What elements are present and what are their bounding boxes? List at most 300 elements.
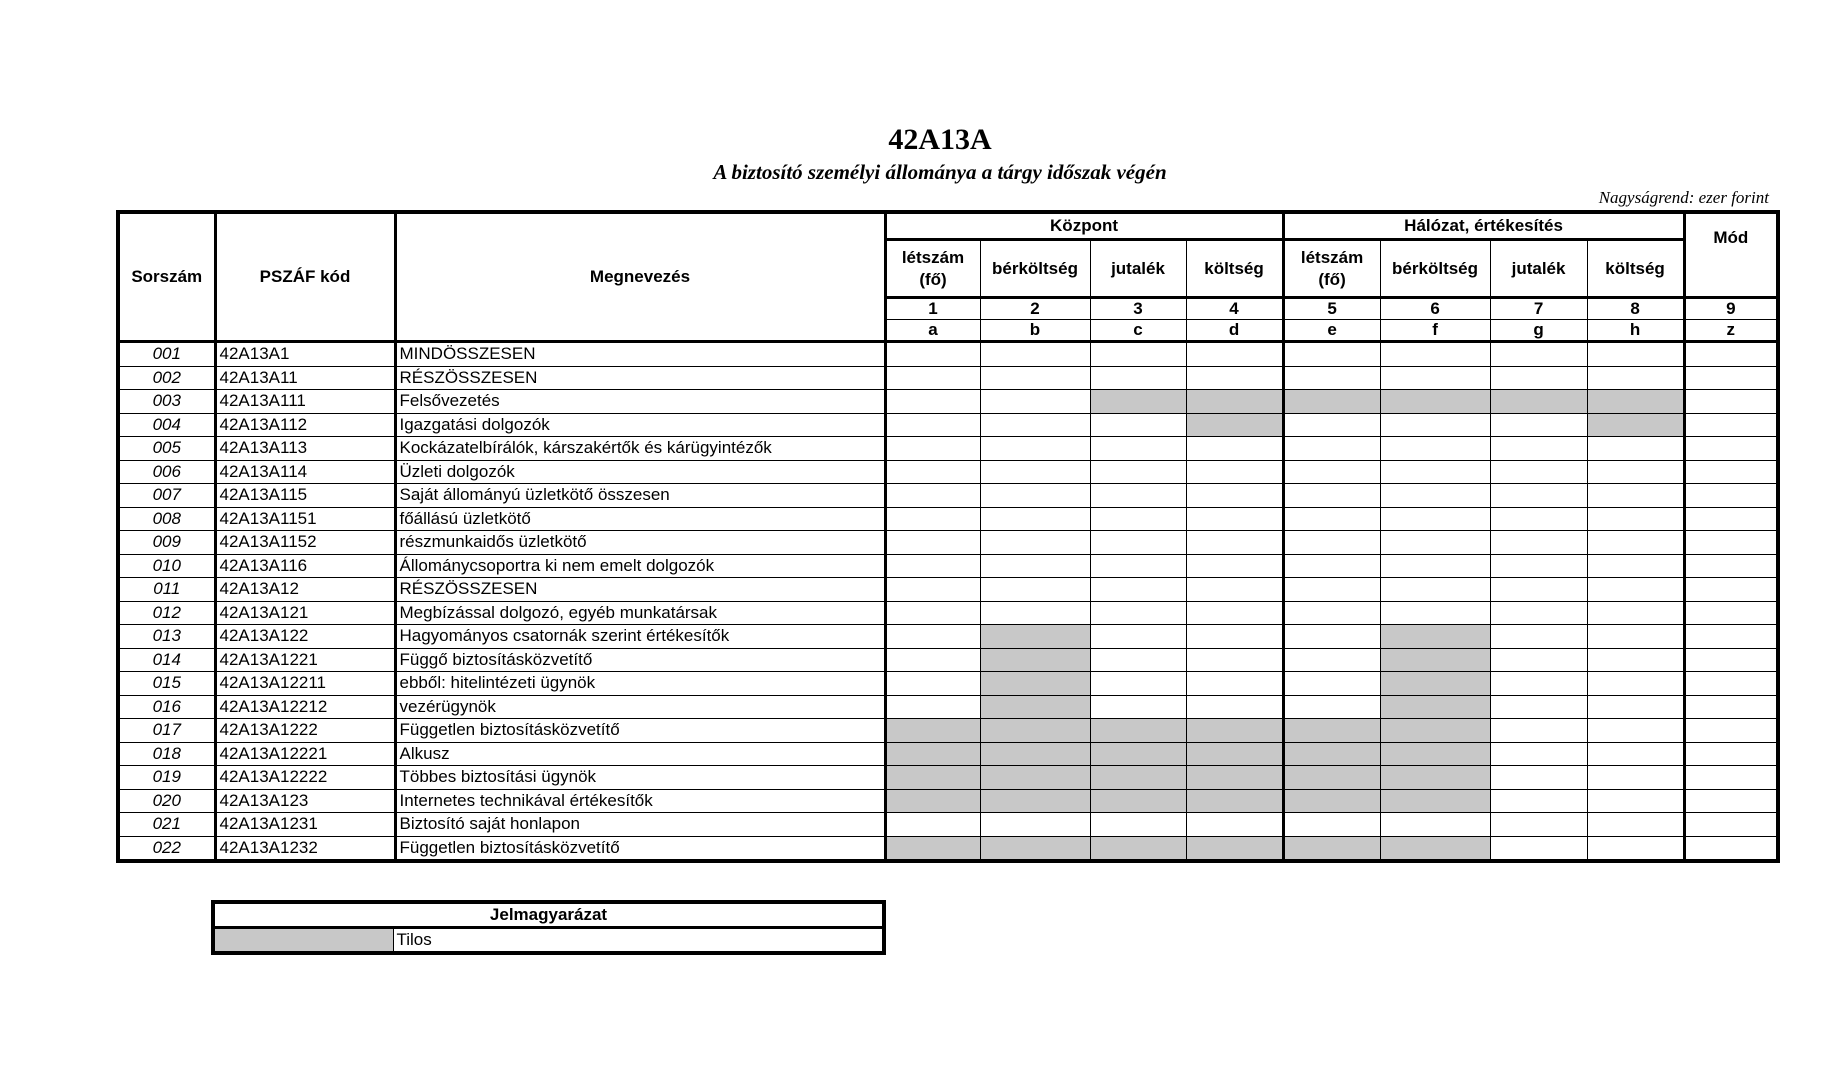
data-cell-col-8[interactable] (1587, 836, 1684, 861)
row-sorszam: 001 (118, 342, 215, 367)
data-cell-col-5[interactable] (1283, 342, 1380, 367)
header-kozpont-koltseg: költség (1186, 240, 1283, 298)
data-cell-col-1[interactable] (885, 766, 980, 790)
data-cell-col-2[interactable] (980, 742, 1090, 766)
data-cell-col-9[interactable] (1684, 413, 1778, 437)
data-cell-col-5[interactable] (1283, 413, 1380, 437)
legend-tilos-label: Tilos (393, 928, 884, 954)
data-cell-col-7[interactable] (1490, 531, 1587, 555)
row-megnevezes: Üzleti dolgozók (395, 460, 885, 484)
data-cell-col-4[interactable] (1186, 766, 1283, 790)
data-cell-col-7[interactable] (1490, 695, 1587, 719)
data-cell-col-6[interactable] (1380, 648, 1490, 672)
data-cell-col-1[interactable] (885, 554, 980, 578)
row-megnevezes: főállású üzletkötő (395, 507, 885, 531)
data-cell-col-6[interactable] (1380, 413, 1490, 437)
row-pszaf-kod: 42A13A1222 (215, 719, 395, 743)
data-cell-col-2[interactable] (980, 390, 1090, 414)
data-cell-col-8[interactable] (1587, 625, 1684, 649)
data-cell-col-8[interactable] (1587, 366, 1684, 390)
data-cell-col-5[interactable] (1283, 742, 1380, 766)
data-cell-col-5[interactable] (1283, 531, 1380, 555)
data-cell-col-7[interactable] (1490, 578, 1587, 602)
data-cell-col-2[interactable] (980, 601, 1090, 625)
data-cell-col-1[interactable] (885, 413, 980, 437)
data-cell-col-6[interactable] (1380, 484, 1490, 508)
data-cell-col-9[interactable] (1684, 554, 1778, 578)
header-halozat-koltseg: költség (1587, 240, 1684, 298)
data-cell-col-5[interactable] (1283, 460, 1380, 484)
data-cell-col-7[interactable] (1490, 836, 1587, 861)
form-subtitle: A biztosító személyi állománya a tárgy időszak végén (713, 160, 1167, 184)
personnel-table (116, 210, 1780, 863)
data-cell-col-2[interactable] (980, 366, 1090, 390)
data-cell-col-5[interactable] (1283, 578, 1380, 602)
col-letter-5: e (1283, 320, 1380, 342)
data-cell-col-6[interactable] (1380, 342, 1490, 367)
data-cell-col-4[interactable] (1186, 507, 1283, 531)
col-letter-8: h (1587, 320, 1684, 342)
table-row (118, 484, 1778, 508)
table-row (118, 766, 1778, 790)
data-cell-col-4[interactable] (1186, 460, 1283, 484)
row-megnevezes: Független biztosításközvetítő (395, 719, 885, 743)
data-cell-col-2[interactable] (980, 460, 1090, 484)
col-letter-7: g (1490, 320, 1587, 342)
row-megnevezes: Megbízással dolgozó, egyéb munkatársak (395, 601, 885, 625)
table-row (118, 789, 1778, 813)
data-cell-col-1[interactable] (885, 672, 980, 696)
data-cell-col-3[interactable] (1090, 578, 1186, 602)
data-cell-col-4[interactable] (1186, 413, 1283, 437)
data-cell-col-4[interactable] (1186, 578, 1283, 602)
data-cell-col-3[interactable] (1090, 484, 1186, 508)
table-row (118, 601, 1778, 625)
data-cell-col-7[interactable] (1490, 413, 1587, 437)
data-cell-col-5[interactable] (1283, 507, 1380, 531)
col-letter-6: f (1380, 320, 1490, 342)
row-megnevezes: Hagyományos csatornák szerint értékesítők (395, 625, 885, 649)
data-cell-col-4[interactable] (1186, 813, 1283, 837)
row-sorszam: 004 (118, 413, 215, 437)
data-cell-col-9[interactable] (1684, 789, 1778, 813)
data-cell-col-2[interactable] (980, 342, 1090, 367)
data-cell-col-1[interactable] (885, 836, 980, 861)
data-cell-col-5[interactable] (1283, 366, 1380, 390)
data-cell-col-1[interactable] (885, 789, 980, 813)
row-sorszam: 002 (118, 366, 215, 390)
row-sorszam: 019 (118, 766, 215, 790)
legend-title: Jelmagyarázat (213, 902, 884, 928)
row-pszaf-kod: 42A13A111 (215, 390, 395, 414)
data-cell-col-1[interactable] (885, 366, 980, 390)
data-cell-col-9[interactable] (1684, 742, 1778, 766)
table-row (118, 672, 1778, 696)
data-cell-col-3[interactable] (1090, 695, 1186, 719)
data-cell-col-7[interactable] (1490, 766, 1587, 790)
row-sorszam: 006 (118, 460, 215, 484)
data-cell-col-9[interactable] (1684, 531, 1778, 555)
row-megnevezes: Igazgatási dolgozók (395, 413, 885, 437)
data-cell-col-3[interactable] (1090, 648, 1186, 672)
row-megnevezes: RÉSZÖSSZESEN (395, 578, 885, 602)
data-cell-col-9[interactable] (1684, 342, 1778, 367)
data-cell-col-8[interactable] (1587, 460, 1684, 484)
data-cell-col-1[interactable] (885, 742, 980, 766)
data-cell-col-8[interactable] (1587, 413, 1684, 437)
data-cell-col-9[interactable] (1684, 484, 1778, 508)
data-cell-col-5[interactable] (1283, 766, 1380, 790)
data-cell-col-1[interactable] (885, 625, 980, 649)
data-cell-col-5[interactable] (1283, 648, 1380, 672)
data-cell-col-7[interactable] (1490, 672, 1587, 696)
data-cell-col-5[interactable] (1283, 625, 1380, 649)
row-megnevezes: ebből: hitelintézeti ügynök (395, 672, 885, 696)
data-cell-col-4[interactable] (1186, 342, 1283, 367)
col-number-7: 7 (1490, 298, 1587, 320)
row-pszaf-kod: 42A13A1152 (215, 531, 395, 555)
data-cell-col-6[interactable] (1380, 766, 1490, 790)
data-cell-col-5[interactable] (1283, 554, 1380, 578)
row-megnevezes: Állománycsoportra ki nem emelt dolgozók (395, 554, 885, 578)
data-cell-col-3[interactable] (1090, 342, 1186, 367)
data-cell-col-4[interactable] (1186, 366, 1283, 390)
row-pszaf-kod: 42A13A1231 (215, 813, 395, 837)
legend-grey-swatch (213, 928, 393, 954)
row-pszaf-kod: 42A13A1221 (215, 648, 395, 672)
row-pszaf-kod: 42A13A121 (215, 601, 395, 625)
row-sorszam: 007 (118, 484, 215, 508)
data-cell-col-1[interactable] (885, 578, 980, 602)
data-cell-col-6[interactable] (1380, 531, 1490, 555)
row-megnevezes: Kockázatelbírálók, kárszakértők és kárügyintézők (395, 437, 885, 461)
data-cell-col-2[interactable] (980, 484, 1090, 508)
data-cell-col-9[interactable] (1684, 813, 1778, 837)
data-cell-col-2[interactable] (980, 836, 1090, 861)
data-cell-col-7[interactable] (1490, 813, 1587, 837)
data-cell-col-9[interactable] (1684, 648, 1778, 672)
data-cell-col-6[interactable] (1380, 672, 1490, 696)
data-cell-col-6[interactable] (1380, 813, 1490, 837)
data-cell-col-8[interactable] (1587, 437, 1684, 461)
data-cell-col-3[interactable] (1090, 766, 1186, 790)
data-cell-col-2[interactable] (980, 554, 1090, 578)
header-kozpont-jutalek: jutalék (1090, 240, 1186, 298)
table-row (118, 813, 1778, 837)
data-cell-col-4[interactable] (1186, 390, 1283, 414)
data-cell-col-4[interactable] (1186, 672, 1283, 696)
data-cell-col-2[interactable] (980, 766, 1090, 790)
data-cell-col-4[interactable] (1186, 625, 1283, 649)
table-row (118, 531, 1778, 555)
row-pszaf-kod: 42A13A122 (215, 625, 395, 649)
col-letter-2: b (980, 320, 1090, 342)
data-cell-col-6[interactable] (1380, 578, 1490, 602)
row-megnevezes: Internetes technikával értékesítők (395, 789, 885, 813)
header-pszaf-kod: PSZÁF kód (215, 212, 395, 342)
data-cell-col-1[interactable] (885, 460, 980, 484)
data-cell-col-8[interactable] (1587, 531, 1684, 555)
data-cell-col-5[interactable] (1283, 813, 1380, 837)
data-cell-col-6[interactable] (1380, 460, 1490, 484)
table-row (118, 719, 1778, 743)
data-cell-col-6[interactable] (1380, 507, 1490, 531)
row-sorszam: 015 (118, 672, 215, 696)
data-cell-col-6[interactable] (1380, 719, 1490, 743)
data-cell-col-4[interactable] (1186, 695, 1283, 719)
row-pszaf-kod: 42A13A11 (215, 366, 395, 390)
data-cell-col-7[interactable] (1490, 789, 1587, 813)
data-cell-col-5[interactable] (1283, 601, 1380, 625)
data-cell-col-1[interactable] (885, 695, 980, 719)
col-number-9: 9 (1684, 298, 1778, 320)
data-cell-col-6[interactable] (1380, 601, 1490, 625)
header-halozat-berkoltseg: bérköltség (1380, 240, 1490, 298)
col-number-1: 1 (885, 298, 980, 320)
data-cell-col-3[interactable] (1090, 672, 1186, 696)
data-cell-col-3[interactable] (1090, 507, 1186, 531)
data-cell-col-6[interactable] (1380, 390, 1490, 414)
data-cell-col-8[interactable] (1587, 695, 1684, 719)
data-cell-col-4[interactable] (1186, 531, 1283, 555)
header-halozat-letszam: létszám (fő) (1283, 240, 1380, 298)
data-cell-col-7[interactable] (1490, 507, 1587, 531)
data-cell-col-8[interactable] (1587, 601, 1684, 625)
data-cell-col-1[interactable] (885, 813, 980, 837)
data-cell-col-6[interactable] (1380, 836, 1490, 861)
data-cell-col-2[interactable] (980, 695, 1090, 719)
data-cell-col-8[interactable] (1587, 342, 1684, 367)
data-cell-col-8[interactable] (1587, 742, 1684, 766)
data-cell-col-2[interactable] (980, 507, 1090, 531)
data-cell-col-8[interactable] (1587, 766, 1684, 790)
data-cell-col-8[interactable] (1587, 554, 1684, 578)
data-cell-col-3[interactable] (1090, 413, 1186, 437)
data-cell-col-9[interactable] (1684, 460, 1778, 484)
data-cell-col-7[interactable] (1490, 601, 1587, 625)
row-sorszam: 005 (118, 437, 215, 461)
col-number-8: 8 (1587, 298, 1684, 320)
data-cell-col-8[interactable] (1587, 813, 1684, 837)
data-cell-col-3[interactable] (1090, 742, 1186, 766)
row-megnevezes: Saját állományú üzletkötő összesen (395, 484, 885, 508)
row-sorszam: 010 (118, 554, 215, 578)
data-cell-col-5[interactable] (1283, 437, 1380, 461)
data-cell-col-7[interactable] (1490, 742, 1587, 766)
row-megnevezes: Független biztosításközvetítő (395, 836, 885, 861)
data-cell-col-5[interactable] (1283, 789, 1380, 813)
data-cell-col-8[interactable] (1587, 789, 1684, 813)
data-cell-col-4[interactable] (1186, 648, 1283, 672)
row-megnevezes: Alkusz (395, 742, 885, 766)
row-megnevezes: Többes biztosítási ügynök (395, 766, 885, 790)
header-mod: Mód (1684, 212, 1778, 298)
header-kozpont-berkoltseg: bérköltség (980, 240, 1090, 298)
row-pszaf-kod: 42A13A115 (215, 484, 395, 508)
data-cell-col-7[interactable] (1490, 437, 1587, 461)
data-cell-col-2[interactable] (980, 813, 1090, 837)
data-cell-col-9[interactable] (1684, 601, 1778, 625)
data-cell-col-4[interactable] (1186, 836, 1283, 861)
row-pszaf-kod: 42A13A12211 (215, 672, 395, 696)
data-cell-col-2[interactable] (980, 719, 1090, 743)
data-cell-col-6[interactable] (1380, 554, 1490, 578)
table-row (118, 578, 1778, 602)
header-kozpont: Központ (885, 212, 1283, 240)
data-cell-col-3[interactable] (1090, 813, 1186, 837)
data-cell-col-3[interactable] (1090, 554, 1186, 578)
data-cell-col-4[interactable] (1186, 742, 1283, 766)
table-row (118, 507, 1778, 531)
data-cell-col-1[interactable] (885, 531, 980, 555)
col-number-4: 4 (1186, 298, 1283, 320)
table-row (118, 413, 1778, 437)
data-cell-col-2[interactable] (980, 625, 1090, 649)
data-cell-col-9[interactable] (1684, 719, 1778, 743)
data-cell-col-9[interactable] (1684, 578, 1778, 602)
data-cell-col-1[interactable] (885, 437, 980, 461)
data-cell-col-8[interactable] (1587, 390, 1684, 414)
row-sorszam: 018 (118, 742, 215, 766)
data-cell-col-2[interactable] (980, 789, 1090, 813)
data-cell-col-3[interactable] (1090, 836, 1186, 861)
data-cell-col-7[interactable] (1490, 342, 1587, 367)
row-sorszam: 011 (118, 578, 215, 602)
data-cell-col-5[interactable] (1283, 484, 1380, 508)
row-sorszam: 008 (118, 507, 215, 531)
table-row (118, 390, 1778, 414)
form-code-title: 42A13A (888, 123, 992, 156)
data-cell-col-4[interactable] (1186, 601, 1283, 625)
data-cell-col-2[interactable] (980, 648, 1090, 672)
row-pszaf-kod: 42A13A1 (215, 342, 395, 367)
data-cell-col-3[interactable] (1090, 625, 1186, 649)
row-pszaf-kod: 42A13A1232 (215, 836, 395, 861)
data-cell-col-7[interactable] (1490, 719, 1587, 743)
row-sorszam: 009 (118, 531, 215, 555)
row-sorszam: 022 (118, 836, 215, 861)
header-sorszam: Sorszám (118, 212, 215, 342)
data-cell-col-6[interactable] (1380, 625, 1490, 649)
data-cell-col-1[interactable] (885, 390, 980, 414)
data-cell-col-5[interactable] (1283, 719, 1380, 743)
data-cell-col-1[interactable] (885, 484, 980, 508)
data-cell-col-2[interactable] (980, 531, 1090, 555)
data-cell-col-6[interactable] (1380, 437, 1490, 461)
row-megnevezes: Felsővezetés (395, 390, 885, 414)
data-cell-col-7[interactable] (1490, 648, 1587, 672)
data-cell-col-7[interactable] (1490, 554, 1587, 578)
col-number-3: 3 (1090, 298, 1186, 320)
data-cell-col-8[interactable] (1587, 484, 1684, 508)
data-cell-col-7[interactable] (1490, 625, 1587, 649)
row-sorszam: 013 (118, 625, 215, 649)
data-cell-col-2[interactable] (980, 672, 1090, 696)
data-cell-col-9[interactable] (1684, 836, 1778, 861)
data-cell-col-5[interactable] (1283, 695, 1380, 719)
data-cell-col-7[interactable] (1490, 366, 1587, 390)
data-cell-col-7[interactable] (1490, 484, 1587, 508)
data-cell-col-3[interactable] (1090, 390, 1186, 414)
row-pszaf-kod: 42A13A1151 (215, 507, 395, 531)
col-letter-1: a (885, 320, 980, 342)
data-cell-col-3[interactable] (1090, 460, 1186, 484)
data-cell-col-5[interactable] (1283, 672, 1380, 696)
row-megnevezes: részmunkaidős üzletkötő (395, 531, 885, 555)
data-cell-col-9[interactable] (1684, 672, 1778, 696)
data-cell-col-9[interactable] (1684, 366, 1778, 390)
data-cell-col-6[interactable] (1380, 366, 1490, 390)
table-row (118, 366, 1778, 390)
data-cell-col-8[interactable] (1587, 578, 1684, 602)
row-sorszam: 012 (118, 601, 215, 625)
data-cell-col-3[interactable] (1090, 719, 1186, 743)
data-cell-col-1[interactable] (885, 719, 980, 743)
data-cell-col-5[interactable] (1283, 390, 1380, 414)
row-megnevezes: Függő biztosításközvetítő (395, 648, 885, 672)
data-cell-col-6[interactable] (1380, 789, 1490, 813)
data-cell-col-9[interactable] (1684, 507, 1778, 531)
data-cell-col-3[interactable] (1090, 601, 1186, 625)
data-cell-col-9[interactable] (1684, 695, 1778, 719)
data-cell-col-5[interactable] (1283, 836, 1380, 861)
row-sorszam: 021 (118, 813, 215, 837)
data-cell-col-8[interactable] (1587, 719, 1684, 743)
row-pszaf-kod: 42A13A123 (215, 789, 395, 813)
data-cell-col-7[interactable] (1490, 460, 1587, 484)
data-cell-col-2[interactable] (980, 578, 1090, 602)
data-cell-col-4[interactable] (1186, 719, 1283, 743)
row-pszaf-kod: 42A13A113 (215, 437, 395, 461)
data-cell-col-2[interactable] (980, 437, 1090, 461)
table-row (118, 836, 1778, 861)
data-cell-col-9[interactable] (1684, 766, 1778, 790)
data-cell-col-3[interactable] (1090, 437, 1186, 461)
table-row (118, 342, 1778, 367)
unit-note: Nagyságrend: ezer forint (1598, 188, 1769, 207)
data-cell-col-1[interactable] (885, 507, 980, 531)
data-cell-col-2[interactable] (980, 413, 1090, 437)
data-cell-col-1[interactable] (885, 601, 980, 625)
data-cell-col-8[interactable] (1587, 672, 1684, 696)
data-cell-col-4[interactable] (1186, 437, 1283, 461)
data-cell-col-3[interactable] (1090, 531, 1186, 555)
data-cell-col-7[interactable] (1490, 390, 1587, 414)
data-cell-col-3[interactable] (1090, 366, 1186, 390)
data-cell-col-4[interactable] (1186, 789, 1283, 813)
row-megnevezes: Biztosító saját honlapon (395, 813, 885, 837)
data-cell-col-9[interactable] (1684, 437, 1778, 461)
table-row (118, 625, 1778, 649)
row-sorszam: 020 (118, 789, 215, 813)
data-cell-col-9[interactable] (1684, 390, 1778, 414)
col-number-5: 5 (1283, 298, 1380, 320)
data-cell-col-1[interactable] (885, 648, 980, 672)
table-row (118, 648, 1778, 672)
row-pszaf-kod: 42A13A12222 (215, 766, 395, 790)
header-kozpont-letszam: létszám (fő) (885, 240, 980, 298)
data-cell-col-3[interactable] (1090, 789, 1186, 813)
data-cell-col-1[interactable] (885, 342, 980, 367)
data-cell-col-4[interactable] (1186, 554, 1283, 578)
data-cell-col-8[interactable] (1587, 507, 1684, 531)
data-cell-col-8[interactable] (1587, 648, 1684, 672)
col-letter-4: d (1186, 320, 1283, 342)
data-cell-col-9[interactable] (1684, 625, 1778, 649)
data-cell-col-6[interactable] (1380, 742, 1490, 766)
data-cell-col-4[interactable] (1186, 484, 1283, 508)
data-cell-col-6[interactable] (1380, 695, 1490, 719)
